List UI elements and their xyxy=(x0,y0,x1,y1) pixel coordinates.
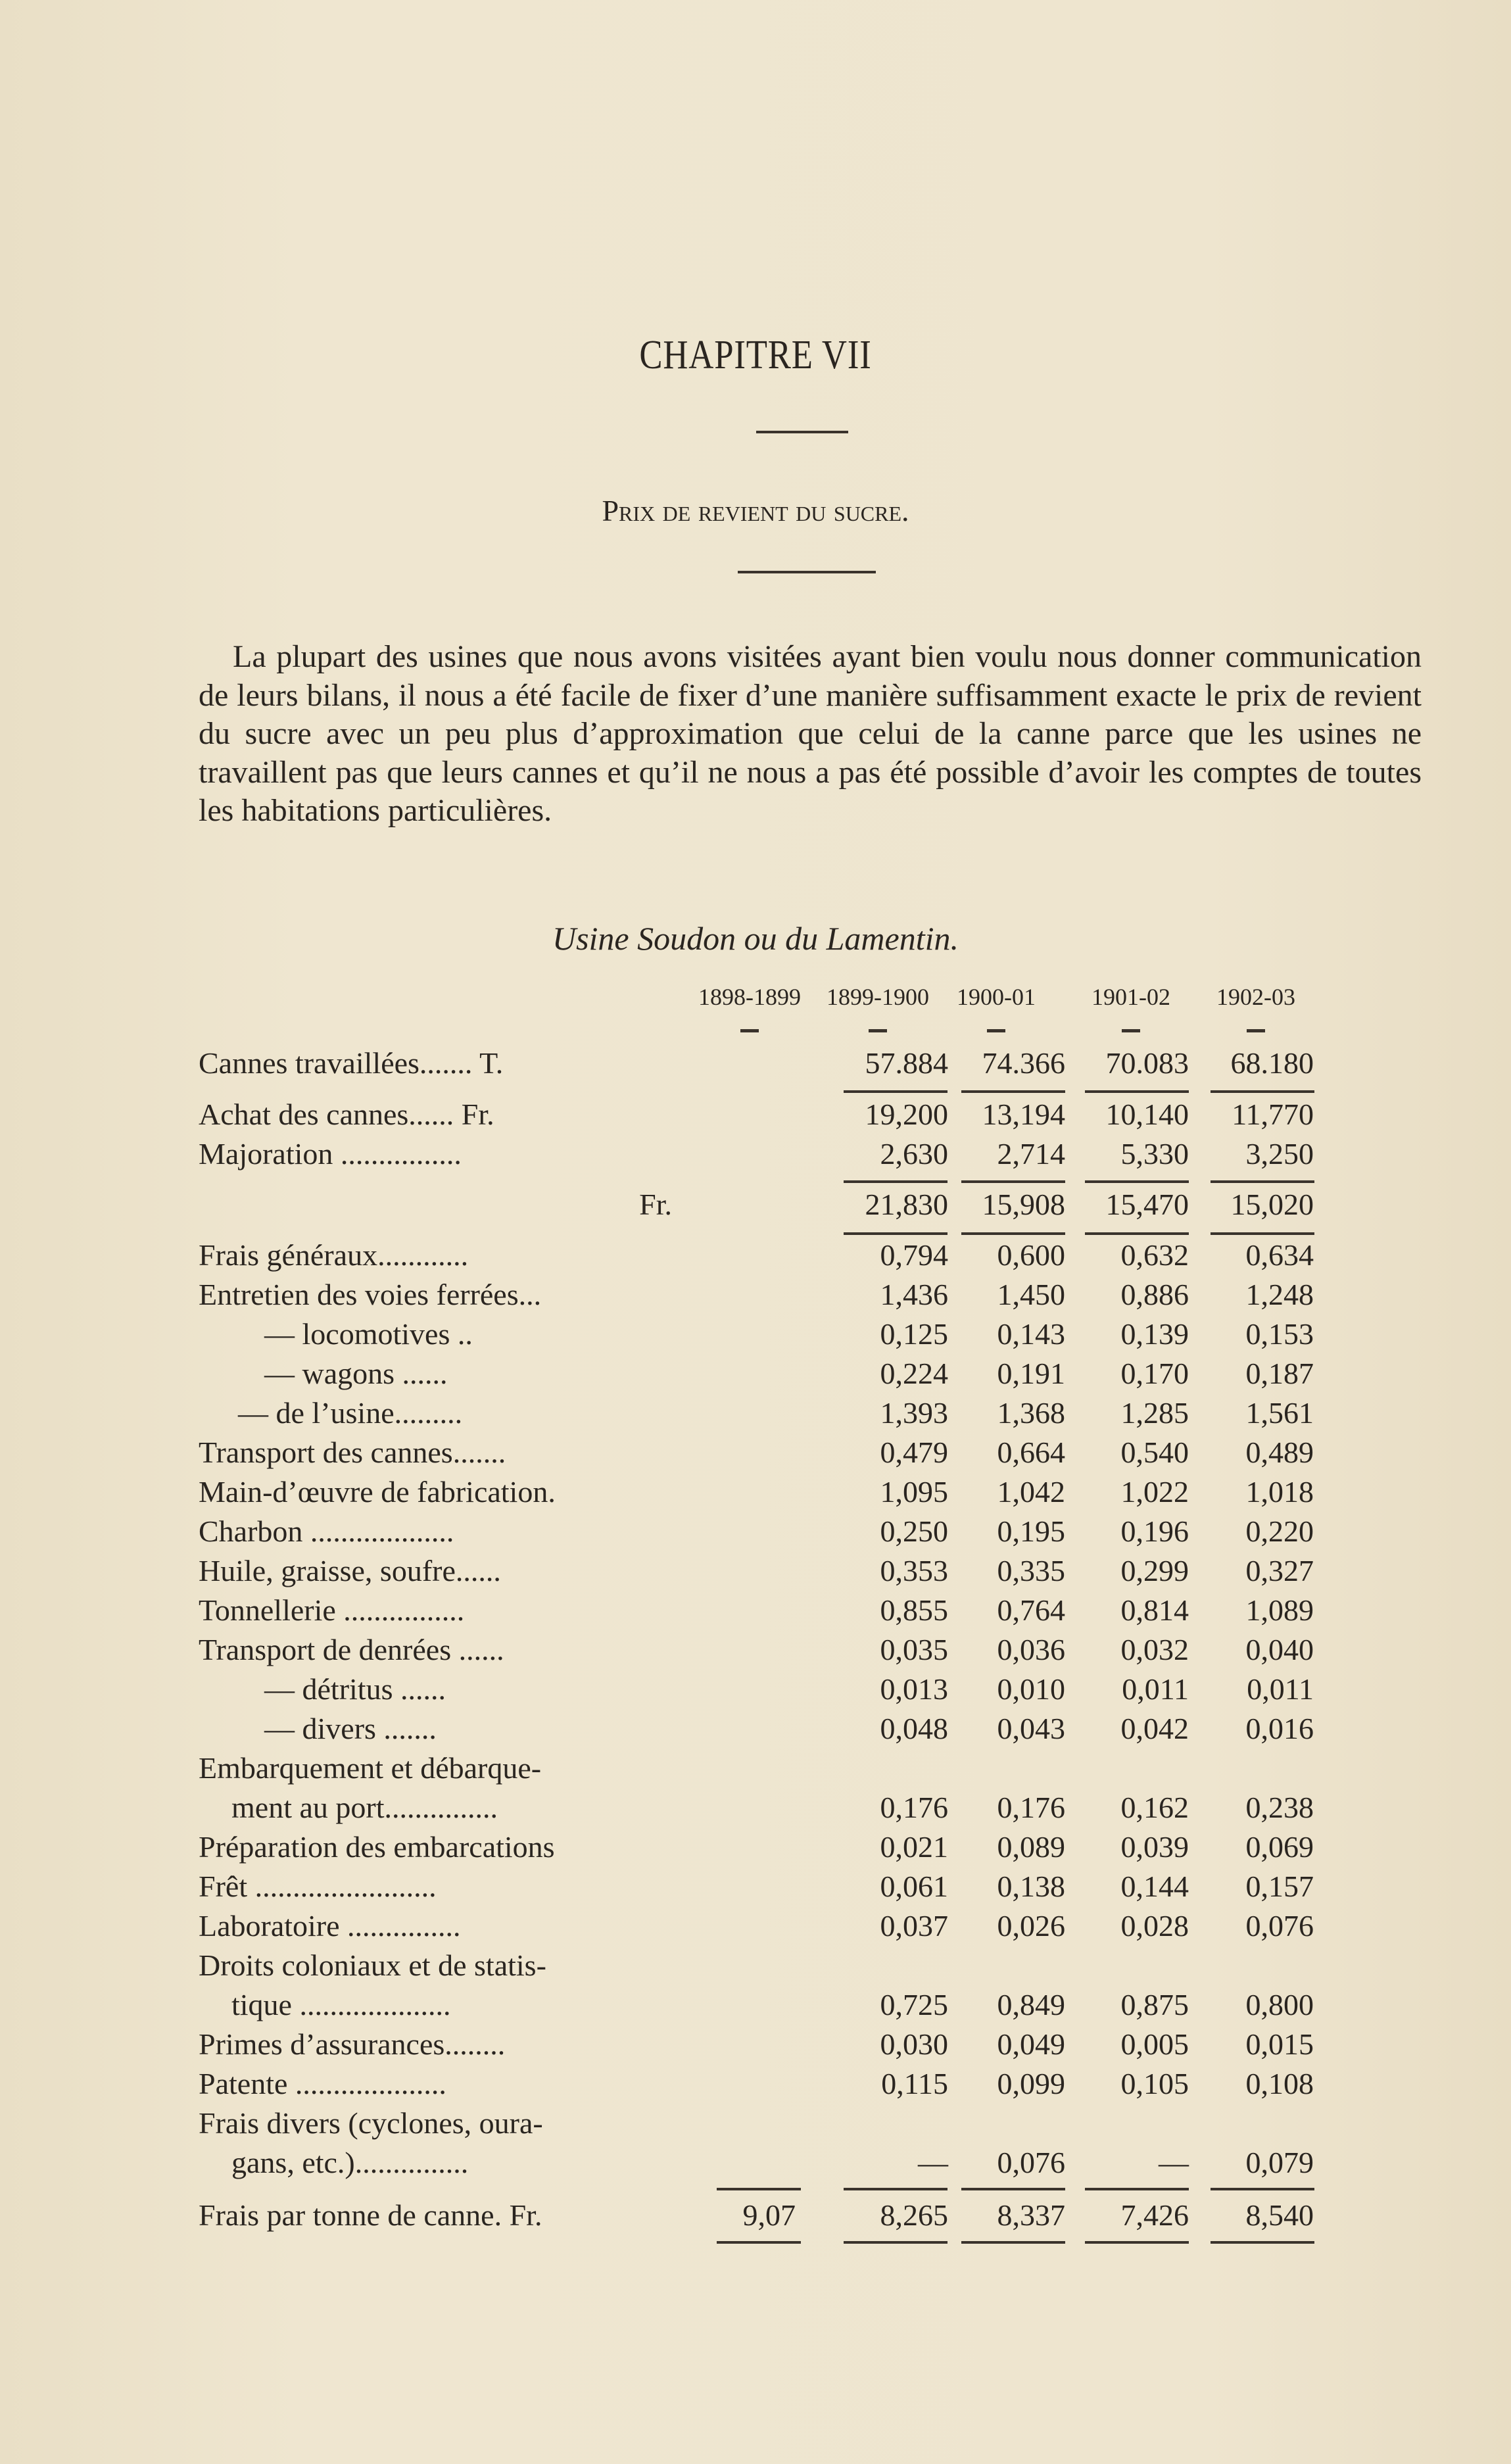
table-cell: 2,714 xyxy=(997,1137,1065,1171)
subtitle-initial: P xyxy=(602,494,619,527)
row-label: Charbon ................... xyxy=(199,1514,454,1548)
table-rule xyxy=(1211,1090,1314,1093)
table-rule xyxy=(1085,1180,1189,1183)
table-rule xyxy=(717,2241,801,2244)
table-cell: 0,176 xyxy=(997,1791,1065,1824)
table-rule xyxy=(844,1232,947,1235)
table-cell: 0,153 xyxy=(1245,1317,1314,1351)
table-cell: 0,015 xyxy=(1245,2027,1314,2061)
table-cell: 0,115 xyxy=(881,2067,948,2100)
table-cell: 0,035 xyxy=(880,1633,948,1666)
table-cell: 5,330 xyxy=(1120,1137,1189,1171)
table-cell: 0,195 xyxy=(997,1514,1065,1548)
row-label: Main-d’œuvre de fabrication. xyxy=(199,1475,556,1509)
table-cell: — xyxy=(1159,2146,1189,2179)
table-cell: 19,200 xyxy=(865,1098,948,1131)
row-label: Entretien des voies ferrées... xyxy=(199,1278,542,1311)
table-rule xyxy=(1211,1232,1314,1235)
table-cell: 0,042 xyxy=(1120,1712,1189,1745)
table-cell: 21,830 xyxy=(865,1188,948,1221)
table-cell: 0,664 xyxy=(997,1436,1065,1469)
table-cell: 0,250 xyxy=(880,1514,948,1548)
year-header: 1899-1900 xyxy=(827,984,929,1010)
table-cell: 0,016 xyxy=(1245,1712,1314,1745)
table-cell: 70.083 xyxy=(1105,1046,1189,1080)
table-cell: 0,138 xyxy=(997,1870,1065,1903)
table-cell: 0,030 xyxy=(880,2027,948,2061)
table-cell: 0,069 xyxy=(1245,1830,1314,1864)
row-label: Transport de denrées ...... xyxy=(199,1633,504,1666)
table-cell: 0,238 xyxy=(1245,1791,1314,1824)
table-cell: 15,908 xyxy=(982,1188,1065,1221)
table-cell: 0,005 xyxy=(1120,2027,1189,2061)
table-cell: 1,436 xyxy=(880,1278,948,1311)
row-label: Cannes travaillées....... T. xyxy=(199,1046,504,1080)
table-cell: 0,144 xyxy=(1120,1870,1189,1903)
table-cell: 10,140 xyxy=(1105,1098,1189,1131)
row-label: Transport des cannes....... xyxy=(199,1436,506,1469)
table-cell: 1,018 xyxy=(1245,1475,1314,1509)
row-label: Huile, graisse, soufre...... xyxy=(199,1554,501,1587)
table-cell: 0,224 xyxy=(880,1357,948,1390)
table-cell: 0,849 xyxy=(997,1988,1065,2021)
table-cell: 1,393 xyxy=(880,1396,948,1430)
year-header: 1898-1899 xyxy=(698,984,801,1010)
table-cell: 8,540 xyxy=(1245,2198,1314,2232)
table-cell: 0,327 xyxy=(1245,1554,1314,1587)
row-label: — divers ....... xyxy=(264,1712,437,1745)
table-cell: 74.366 xyxy=(982,1046,1065,1080)
row-label: tique .................... xyxy=(231,1988,451,2021)
table-rule xyxy=(961,1232,1065,1235)
table-cell: 0,125 xyxy=(880,1317,948,1351)
subtitle-divider xyxy=(738,571,876,573)
table-cell: 0,021 xyxy=(880,1830,948,1864)
row-label: Frêt ........................ xyxy=(199,1870,437,1903)
table-cell: 8,337 xyxy=(997,2198,1065,2232)
row-label: Droits coloniaux et de statis- xyxy=(199,1948,546,1982)
table-cell: 0,049 xyxy=(997,2027,1065,2061)
table-cell: 0,011 xyxy=(1247,1672,1314,1706)
table-cell: 7,426 xyxy=(1120,2198,1189,2232)
table-cell: 1,248 xyxy=(1245,1278,1314,1311)
table-cell: 68.180 xyxy=(1230,1046,1314,1080)
table-cell: 1,285 xyxy=(1120,1396,1189,1430)
table-cell: 0,010 xyxy=(997,1672,1065,1706)
table-cell: 0,196 xyxy=(1120,1514,1189,1548)
table-rule xyxy=(844,2188,947,2190)
table-cell: 0,079 xyxy=(1245,2146,1314,2179)
table-cell: 1,042 xyxy=(997,1475,1065,1509)
table-rule xyxy=(961,1090,1065,1093)
table-cell: 0,800 xyxy=(1245,1988,1314,2021)
table-cell: 0,634 xyxy=(1245,1238,1314,1272)
chapter-subtitle xyxy=(0,493,1511,528)
table-cell: 15,470 xyxy=(1105,1188,1189,1221)
intro-paragraph: La plupart des usines que nous avons visitées ayant bien voulu nous donner communication de leurs bilans, il nous a été facile de fixer d’une manière suffisamment exacte le prix de revient du sucre avec un peu plus d’approximation que celui de la canne parce que les usines ne travaillent pas que leurs cannes et qu’il ne nous a pas été possible d’avoir les comptes de toutes les habitations particulières. xyxy=(199,639,1422,828)
row-label: Majoration ................ xyxy=(199,1137,462,1171)
row-label: Tonnellerie ................ xyxy=(199,1593,465,1627)
header-dash xyxy=(1122,1029,1140,1032)
year-header: 1900-01 xyxy=(957,984,1036,1010)
table-cell: 0,299 xyxy=(1120,1554,1189,1587)
row-label: Frais généraux............ xyxy=(199,1238,469,1272)
table-rule xyxy=(961,1180,1065,1183)
table-cell: 0,099 xyxy=(997,2067,1065,2100)
table-cell: 0,335 xyxy=(997,1554,1065,1587)
table-cell: 3,250 xyxy=(1245,1137,1314,1171)
row-label: gans, etc.)............... xyxy=(231,2146,469,2179)
table-rule xyxy=(844,1180,947,1183)
table-cell: 0,176 xyxy=(880,1791,948,1824)
table-cell: 2,630 xyxy=(880,1137,948,1171)
table-rule xyxy=(961,2188,1065,2190)
table-cell: 9,07 xyxy=(742,2198,796,2232)
row-label: Primes d’assurances........ xyxy=(199,2027,506,2061)
table-cell: 0,600 xyxy=(997,1238,1065,1272)
row-label: Préparation des embarcations xyxy=(199,1830,555,1864)
table-cell: 0,076 xyxy=(1245,1909,1314,1943)
table-cell: 0,139 xyxy=(1120,1317,1189,1351)
table-rule xyxy=(1211,2241,1314,2244)
table-cell: 0,170 xyxy=(1120,1357,1189,1390)
table-cell: 0,479 xyxy=(880,1436,948,1469)
subtitle-rest: rix de revient du sucre. xyxy=(619,494,909,527)
table-cell: 0,105 xyxy=(1120,2067,1189,2100)
table-cell: 0,026 xyxy=(997,1909,1065,1943)
year-header: 1902-03 xyxy=(1216,984,1295,1010)
row-label: Achat des cannes...... Fr. xyxy=(199,1098,494,1131)
table-cell: 0,011 xyxy=(1122,1672,1189,1706)
table-rule xyxy=(1085,2188,1189,2190)
table-cell: 0,187 xyxy=(1245,1357,1314,1390)
table-cell: 0,489 xyxy=(1245,1436,1314,1469)
row-label: — de l’usine......... xyxy=(238,1396,463,1430)
table-cell: 0,162 xyxy=(1120,1791,1189,1824)
table-cell: — xyxy=(918,2146,948,2179)
table-rule xyxy=(1211,1180,1314,1183)
table-cell: 0,725 xyxy=(880,1988,948,2021)
table-cell: 0,886 xyxy=(1120,1278,1189,1311)
table-cell: 0,764 xyxy=(997,1593,1065,1627)
chapter-divider xyxy=(756,431,848,433)
table-cell: 0,037 xyxy=(880,1909,948,1943)
table-cell: 0,089 xyxy=(997,1830,1065,1864)
table-cell: 0,043 xyxy=(997,1712,1065,1745)
chapter-title: CHAPITRE VII xyxy=(639,333,872,377)
table-rule xyxy=(1211,2188,1314,2190)
table-cell: 1,561 xyxy=(1245,1396,1314,1430)
row-label: Laboratoire ............... xyxy=(199,1909,461,1943)
row-label: Frais divers (cyclones, oura- xyxy=(199,2106,543,2140)
table-cell: 0,061 xyxy=(880,1870,948,1903)
table-rule xyxy=(717,2188,801,2190)
table-cell: 0,036 xyxy=(997,1633,1065,1666)
row-label: Patente .................... xyxy=(199,2067,446,2100)
row-label: Fr. xyxy=(639,1188,672,1221)
row-label: — wagons ...... xyxy=(264,1357,448,1390)
row-label: Embarquement et débarque- xyxy=(199,1751,542,1785)
table-cell: 13,194 xyxy=(982,1098,1065,1131)
table-cell: 0,032 xyxy=(1120,1633,1189,1666)
table-cell: 8,265 xyxy=(880,2198,948,2232)
table-title: Usine Soudon ou du Lamentin. xyxy=(552,920,959,957)
table-cell: 0,632 xyxy=(1120,1238,1189,1272)
table-cell: 11,770 xyxy=(1232,1098,1314,1131)
table-rule xyxy=(844,1090,947,1093)
row-label: — locomotives .. xyxy=(264,1317,473,1351)
table-rule xyxy=(1085,1232,1189,1235)
table-cell: 0,220 xyxy=(1245,1514,1314,1548)
table-cell: 1,095 xyxy=(880,1475,948,1509)
table-cell: 0,855 xyxy=(880,1593,948,1627)
table-cell: 0,028 xyxy=(1120,1909,1189,1943)
table-cell: 0,157 xyxy=(1245,1870,1314,1903)
table-cell: 0,013 xyxy=(880,1672,948,1706)
table-cell: 0,076 xyxy=(997,2146,1065,2179)
table-cell: 0,794 xyxy=(880,1238,948,1272)
table-cell: 57.884 xyxy=(865,1046,948,1080)
table-cell: 0,353 xyxy=(880,1554,948,1587)
table-cell: 0,814 xyxy=(1120,1593,1189,1627)
row-label: — détritus ...... xyxy=(264,1672,446,1706)
header-dash xyxy=(740,1029,759,1032)
table-cell: 0,108 xyxy=(1245,2067,1314,2100)
table-cell: 0,039 xyxy=(1120,1830,1189,1864)
header-dash xyxy=(869,1029,887,1032)
table-cell: 1,450 xyxy=(997,1278,1065,1311)
table-rule xyxy=(844,2241,947,2244)
table-cell: 1,368 xyxy=(997,1396,1065,1430)
table-rule xyxy=(961,2241,1065,2244)
table-cell: 0,040 xyxy=(1245,1633,1314,1666)
table-cell: 1,089 xyxy=(1245,1593,1314,1627)
row-label: ment au port............... xyxy=(231,1791,498,1824)
year-header: 1901-02 xyxy=(1091,984,1170,1010)
table-rule xyxy=(1085,2241,1189,2244)
table-cell: 0,048 xyxy=(880,1712,948,1745)
header-dash xyxy=(1247,1029,1265,1032)
table-cell: 0,540 xyxy=(1120,1436,1189,1469)
table-cell: 0,875 xyxy=(1120,1988,1189,2021)
table-cell: 0,191 xyxy=(997,1357,1065,1390)
table-cell: 1,022 xyxy=(1120,1475,1189,1509)
header-dash xyxy=(987,1029,1005,1032)
row-label: Frais par tonne de canne. Fr. xyxy=(199,2198,542,2232)
table-cell: 15,020 xyxy=(1230,1188,1314,1221)
table-cell: 0,143 xyxy=(997,1317,1065,1351)
table-rule xyxy=(1085,1090,1189,1093)
